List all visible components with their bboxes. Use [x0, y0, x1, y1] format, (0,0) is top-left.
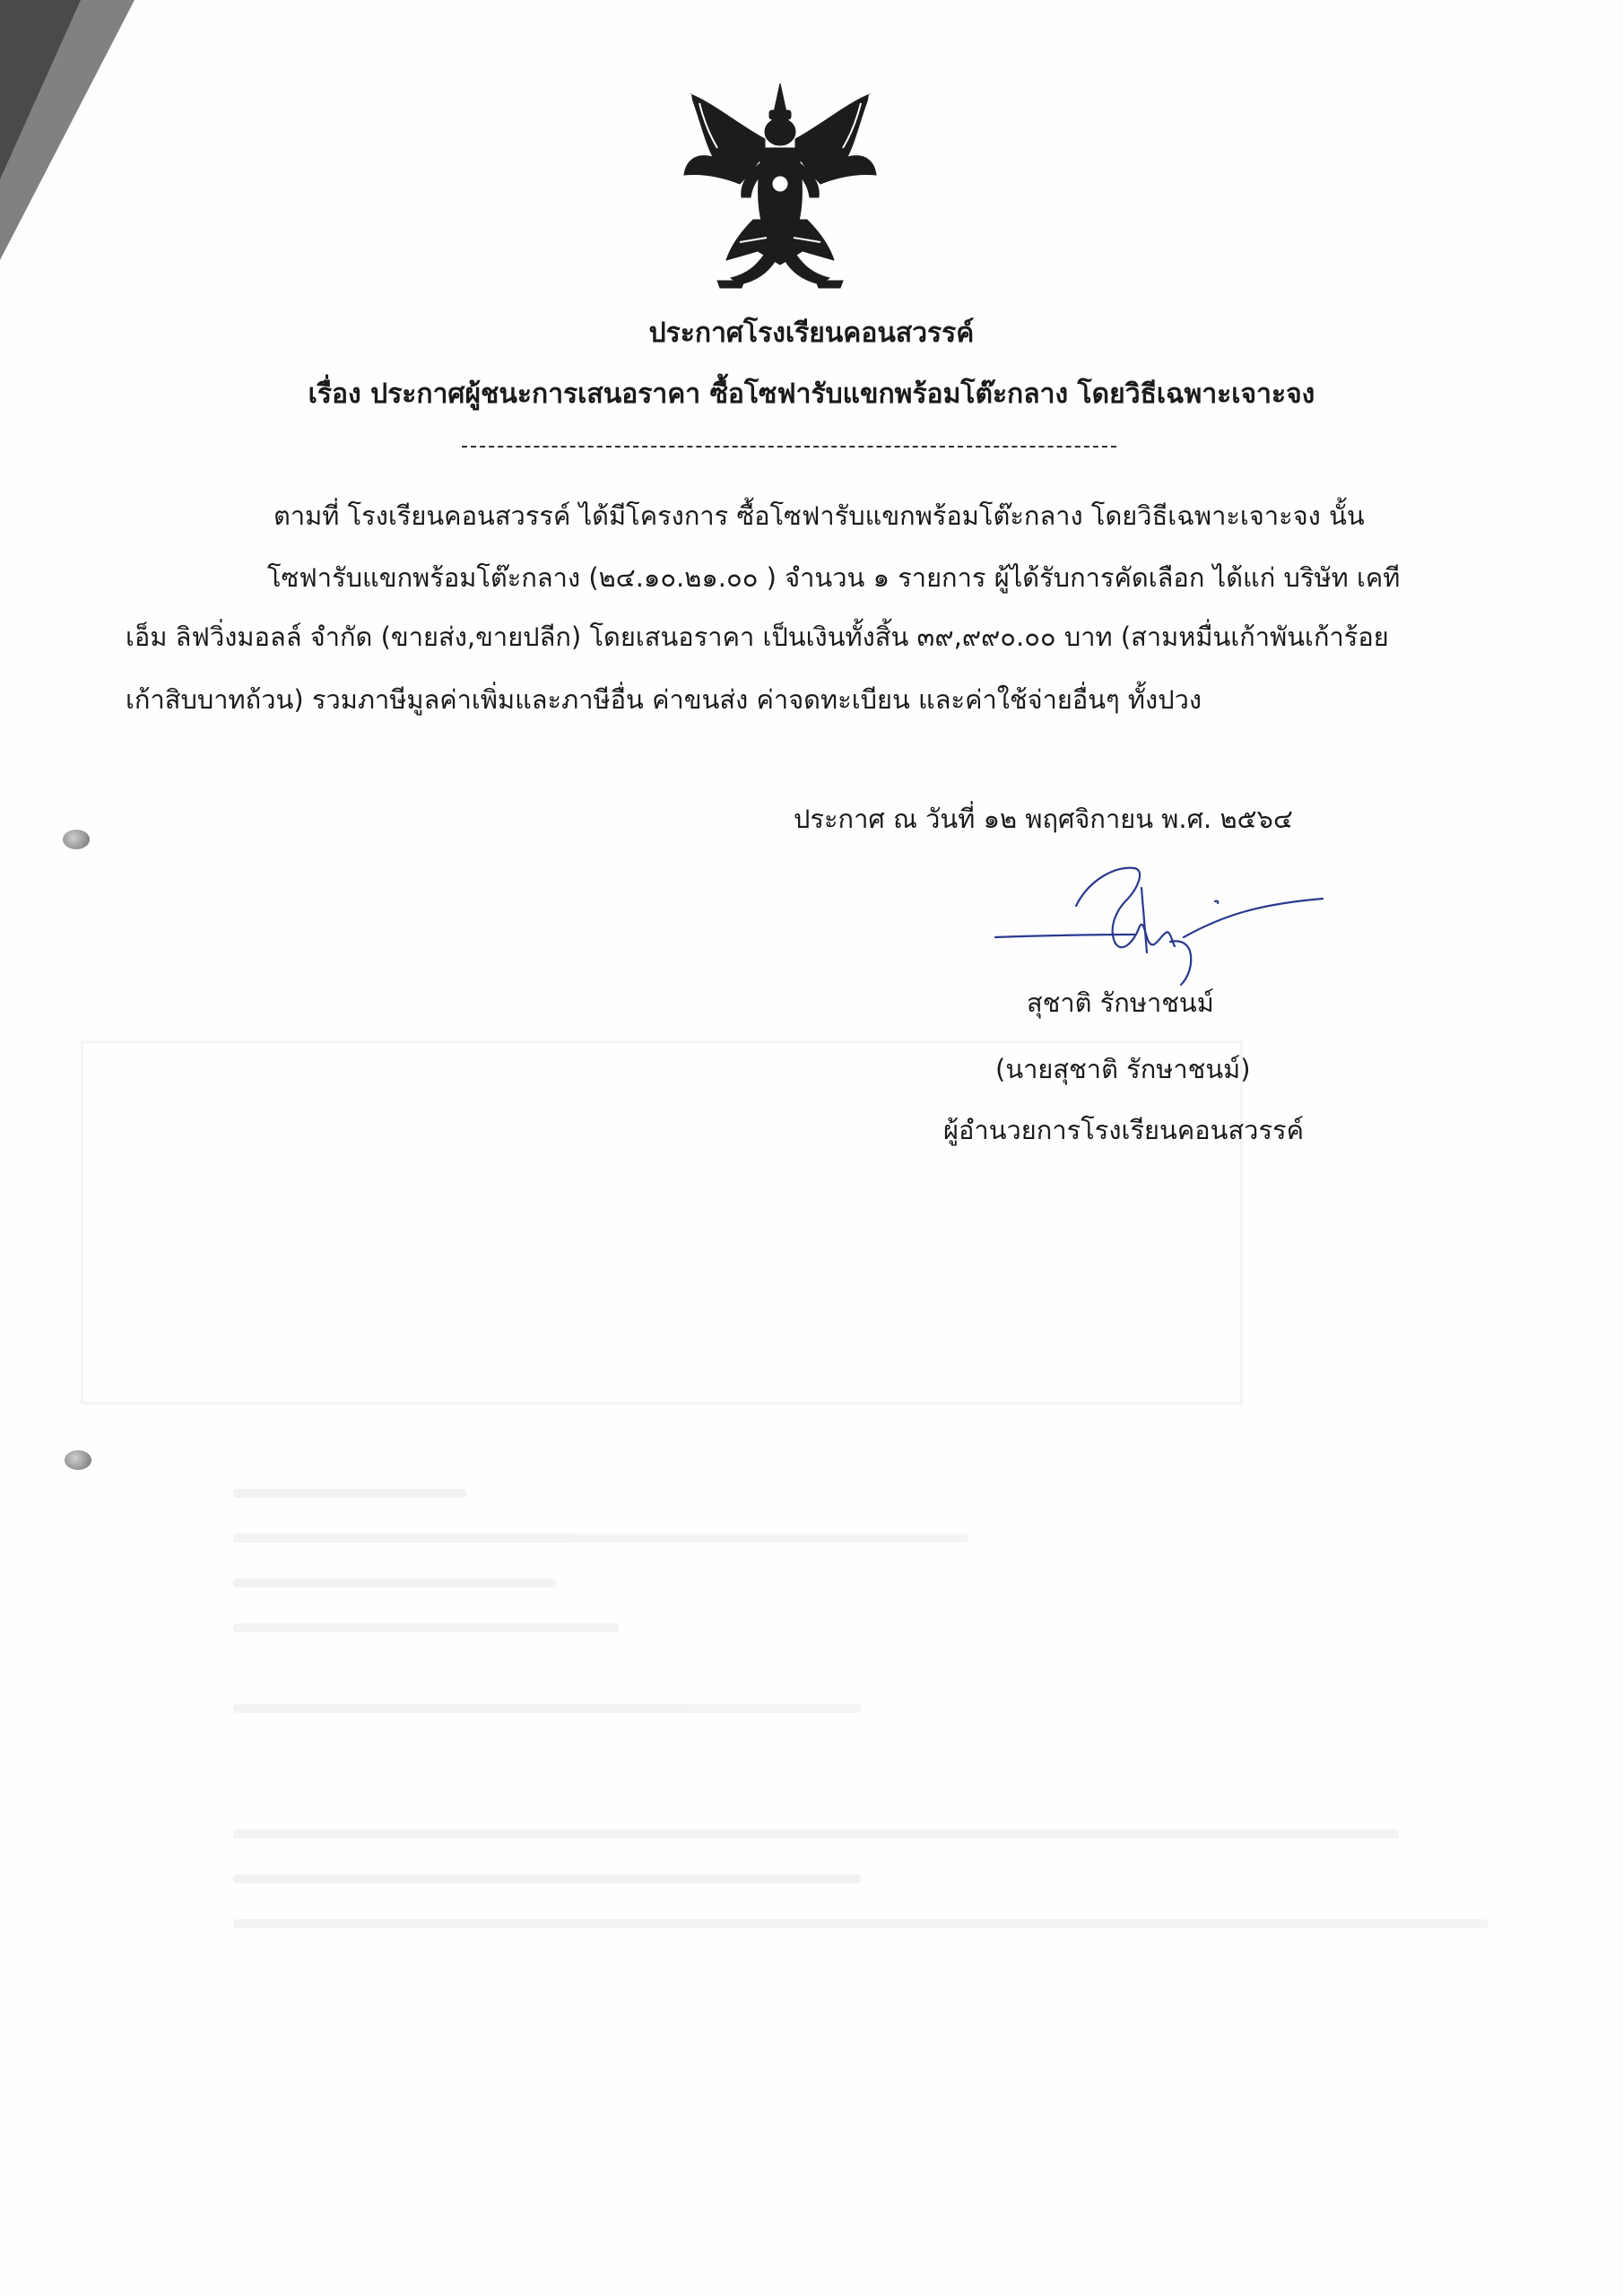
- garuda-emblem-icon: [677, 76, 883, 291]
- document-title: ประกาศโรงเรียนคอนสวรรค์: [648, 317, 975, 349]
- folded-corner-shadow-dark: [0, 0, 81, 179]
- ghost-line: [233, 1704, 861, 1713]
- signature-image: [991, 852, 1332, 987]
- reverse-side-show-through: [54, 1022, 1533, 2278]
- body-line-4: เก้าสิบบาทถ้วน) รวมภาษีมูลค่าเพิ่มและภาษีอื่น ค่าขนส่ง ค่าจดทะเบียน และค่าใช้จ่ายอื่นๆ ทั้งปวง: [126, 684, 1202, 715]
- ghost-table: [81, 1040, 1243, 1405]
- ghost-line: [233, 1919, 1488, 1928]
- punch-hole: [65, 1450, 91, 1470]
- ghost-line: [233, 1578, 556, 1587]
- header-divider: [462, 446, 1116, 448]
- document-subject: เรื่อง ประกาศผู้ชนะการเสนอราคา ซื้อโซฟารับแขกพร้อมโต๊ะกลาง โดยวิธีเฉพาะเจาะจง: [308, 378, 1315, 410]
- body-line-1: ตามที่ โรงเรียนคอนสวรรค์ ได้มีโครงการ ซื้อโซฟารับแขกพร้อมโต๊ะกลาง โดยวิธีเฉพาะเจาะจง นั้น: [273, 500, 1365, 531]
- body-line-3: เอ็ม ลิฟวิ่งมอลล์ จำกัด (ขายส่ง,ขายปลีก) โดยเสนอราคา เป็นเงินทั้งสิ้น ๓๙,๙๙๐.๐๐ บาท (สามหมื่นเก้าพันเก้าร้อย: [126, 622, 1389, 652]
- signatory-position: ผู้อำนวยการโรงเรียนคอนสวรรค์: [943, 1115, 1305, 1145]
- body-line-2: โซฟารับแขกพร้อมโต๊ะกลาง (๒๔.๑๐.๒๑.๐๐ ) จำนวน ๑ รายการ ผู้ได้รับการคัดเลือก ได้แก่ บริษัท เคที: [267, 562, 1401, 593]
- ghost-line: [233, 1489, 466, 1498]
- punch-hole: [63, 830, 90, 849]
- signatory-full-name: (นายสุชาติ รักษาชนม์): [995, 1054, 1251, 1084]
- ghost-line: [233, 1534, 968, 1543]
- announcement-date: ประกาศ ณ วันที่ ๑๒ พฤศจิกายน พ.ศ. ๒๕๖๔: [794, 804, 1293, 834]
- signatory-name: สุชาติ รักษาชนม์: [1027, 987, 1214, 1018]
- ghost-line: [233, 1874, 861, 1883]
- ghost-line: [233, 1830, 1399, 1839]
- ghost-line: [233, 1623, 619, 1632]
